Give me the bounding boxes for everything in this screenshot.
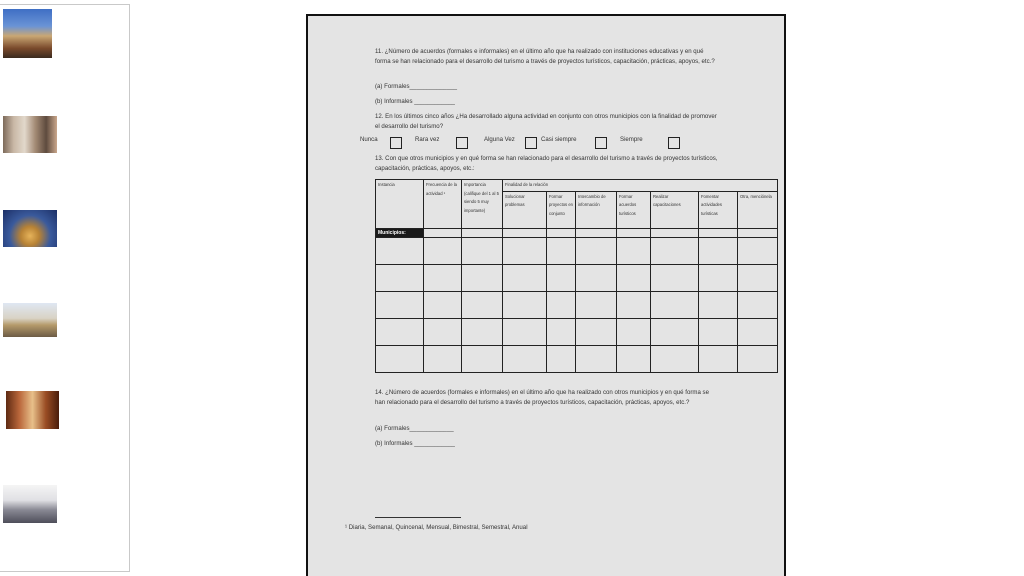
table-cell[interactable] — [503, 318, 547, 345]
header-frecuencia: Frecuencia de la actividad ¹ — [424, 180, 462, 229]
table-cell[interactable] — [651, 291, 699, 318]
option-alguna-vez-label: Alguna Vez — [484, 136, 515, 143]
table-cell[interactable] — [617, 228, 651, 237]
table-cell[interactable] — [503, 264, 547, 291]
table-cell[interactable] — [462, 291, 503, 318]
table-cell[interactable] — [376, 237, 424, 264]
table-cell[interactable] — [576, 345, 617, 372]
municipios-table — [375, 179, 778, 373]
table-cell[interactable] — [503, 237, 547, 264]
table-cell[interactable] — [576, 291, 617, 318]
table-cell[interactable] — [547, 264, 576, 291]
table-cell[interactable] — [462, 237, 503, 264]
header-solucionar: Solucionar problemas — [503, 191, 547, 228]
table-cell[interactable] — [503, 345, 547, 372]
table-row — [376, 318, 778, 345]
table-cell[interactable] — [424, 237, 462, 264]
table-cell[interactable] — [651, 345, 699, 372]
table-cell[interactable] — [617, 237, 651, 264]
header-instancia: Instancia — [376, 180, 424, 229]
table-cell[interactable] — [738, 318, 778, 345]
table-cell[interactable] — [576, 228, 617, 237]
table-cell[interactable] — [462, 345, 503, 372]
table-cell[interactable] — [699, 291, 738, 318]
option-casi-siempre-checkbox[interactable] — [595, 137, 607, 149]
table-row — [376, 264, 778, 291]
question-11-informales: (b) Informales ____________ — [375, 98, 455, 105]
table-cell[interactable] — [699, 345, 738, 372]
table-cell[interactable] — [576, 264, 617, 291]
table-cell[interactable] — [462, 318, 503, 345]
header-finalidad: Finalidad de la relación — [503, 180, 778, 192]
table-cell[interactable] — [424, 228, 462, 237]
option-nunca-checkbox[interactable] — [390, 137, 402, 149]
table-cell[interactable] — [699, 264, 738, 291]
table-cell[interactable] — [547, 228, 576, 237]
table-cell[interactable] — [651, 237, 699, 264]
header-fomentar: Fomentar actividades turísticas — [699, 191, 738, 228]
header-intercambio: Intercambio de información — [576, 191, 617, 228]
table-row — [376, 291, 778, 318]
header-acuerdos: Formar acuerdos turísticos — [617, 191, 651, 228]
table-cell[interactable] — [462, 228, 503, 237]
option-casi-siempre-label: Casi siempre — [541, 136, 577, 143]
table-cell[interactable] — [462, 264, 503, 291]
table-cell[interactable] — [547, 237, 576, 264]
question-11-formales: (a) Formales______________ — [375, 83, 457, 90]
header-importancia: Importancia (califique del 1 al 5 siendo 5 muy importante) — [462, 180, 503, 229]
option-nunca-label: Nunca — [360, 136, 378, 143]
table-cell[interactable] — [651, 228, 699, 237]
slide-thumbnail-3[interactable] — [3, 210, 57, 247]
table-cell[interactable] — [376, 264, 424, 291]
document-page — [306, 14, 786, 576]
header-otra: Otra, menciónela — [738, 191, 778, 228]
table-cell[interactable] — [617, 345, 651, 372]
slide-thumbnail-6[interactable] — [3, 485, 57, 523]
slide-thumbnail-panel — [0, 4, 130, 572]
table-cell[interactable] — [738, 264, 778, 291]
table-cell[interactable] — [503, 291, 547, 318]
slide-thumbnail-5[interactable] — [6, 391, 59, 429]
question-14-informales: (b) Informales ____________ — [375, 440, 455, 447]
table-cell[interactable] — [424, 291, 462, 318]
table-cell[interactable] — [424, 318, 462, 345]
table-cell[interactable] — [738, 237, 778, 264]
table-cell[interactable] — [738, 228, 778, 237]
table-cell[interactable] — [376, 345, 424, 372]
table-cell[interactable] — [617, 318, 651, 345]
footnote-text: ¹ Diaria, Semanal, Quincenal, Mensual, Bimestral, Semestral, Anual — [345, 524, 528, 531]
table-cell[interactable] — [547, 345, 576, 372]
table-row — [376, 345, 778, 372]
table-row — [376, 237, 778, 264]
table-cell[interactable] — [738, 345, 778, 372]
table-cell[interactable] — [576, 237, 617, 264]
table-cell[interactable] — [424, 264, 462, 291]
question-14-formales: (a) Formales_____________ — [375, 425, 454, 432]
municipios-label: Municipios: — [376, 228, 424, 237]
table-cell[interactable] — [699, 237, 738, 264]
table-cell[interactable] — [424, 345, 462, 372]
header-proyectos: Formar proyectos en conjunto — [547, 191, 576, 228]
table-cell[interactable] — [547, 318, 576, 345]
table-cell[interactable] — [376, 291, 424, 318]
table-cell[interactable] — [651, 318, 699, 345]
table-cell[interactable] — [376, 318, 424, 345]
table-cell[interactable] — [617, 264, 651, 291]
table-cell[interactable] — [651, 264, 699, 291]
table-cell[interactable] — [699, 228, 738, 237]
slide-thumbnail-2[interactable] — [3, 116, 57, 153]
slide-thumbnail-1[interactable] — [3, 9, 52, 58]
table-cell[interactable] — [617, 291, 651, 318]
table-cell[interactable] — [738, 291, 778, 318]
question-13-text: 13. Con que otros municipios y en qué forma se han relacionado para el desarrollo del turismo a través de proyectos turísticos, capacitación, prácticas, apoyos, etc.: — [375, 155, 718, 172]
table-cell[interactable] — [547, 291, 576, 318]
slide-thumbnail-4[interactable] — [3, 303, 57, 337]
option-alguna-vez-checkbox[interactable] — [525, 137, 537, 149]
header-capacitaciones: Realizar capacitaciones — [651, 191, 699, 228]
table-cell[interactable] — [699, 318, 738, 345]
table-cell[interactable] — [576, 318, 617, 345]
question-11-text: 11. ¿Número de acuerdos (formales e informales) en el último año que ha realizado con instituciones educativas y en qué forma se han relacionado para el desarrollo del turismo a través de proyectos turísticos, capacitación, prácticas, apoyos, etc.? — [375, 48, 715, 65]
option-siempre-checkbox[interactable] — [668, 137, 680, 149]
table-cell[interactable] — [503, 228, 547, 237]
question-12-text: 12. En los últimos cinco años ¿Ha desarrollado alguna actividad en conjunto con otros municipios con la finalidad de promover el desarrollo del turismo? — [375, 113, 717, 130]
option-rara-vez-checkbox[interactable] — [456, 137, 468, 149]
question-14-text: 14. ¿Número de acuerdos (formales e informales) en el último año que ha realizado con otros municipios y en qué forma se han relacionado para el desarrollo del turismo a través de proyectos turísticos, capacitación, prácticas, apoyos, etc.? — [375, 389, 709, 406]
option-rara-vez-label: Rara vez — [415, 136, 440, 143]
footnote-separator — [375, 517, 461, 518]
option-siempre-label: Siempre — [620, 136, 643, 143]
